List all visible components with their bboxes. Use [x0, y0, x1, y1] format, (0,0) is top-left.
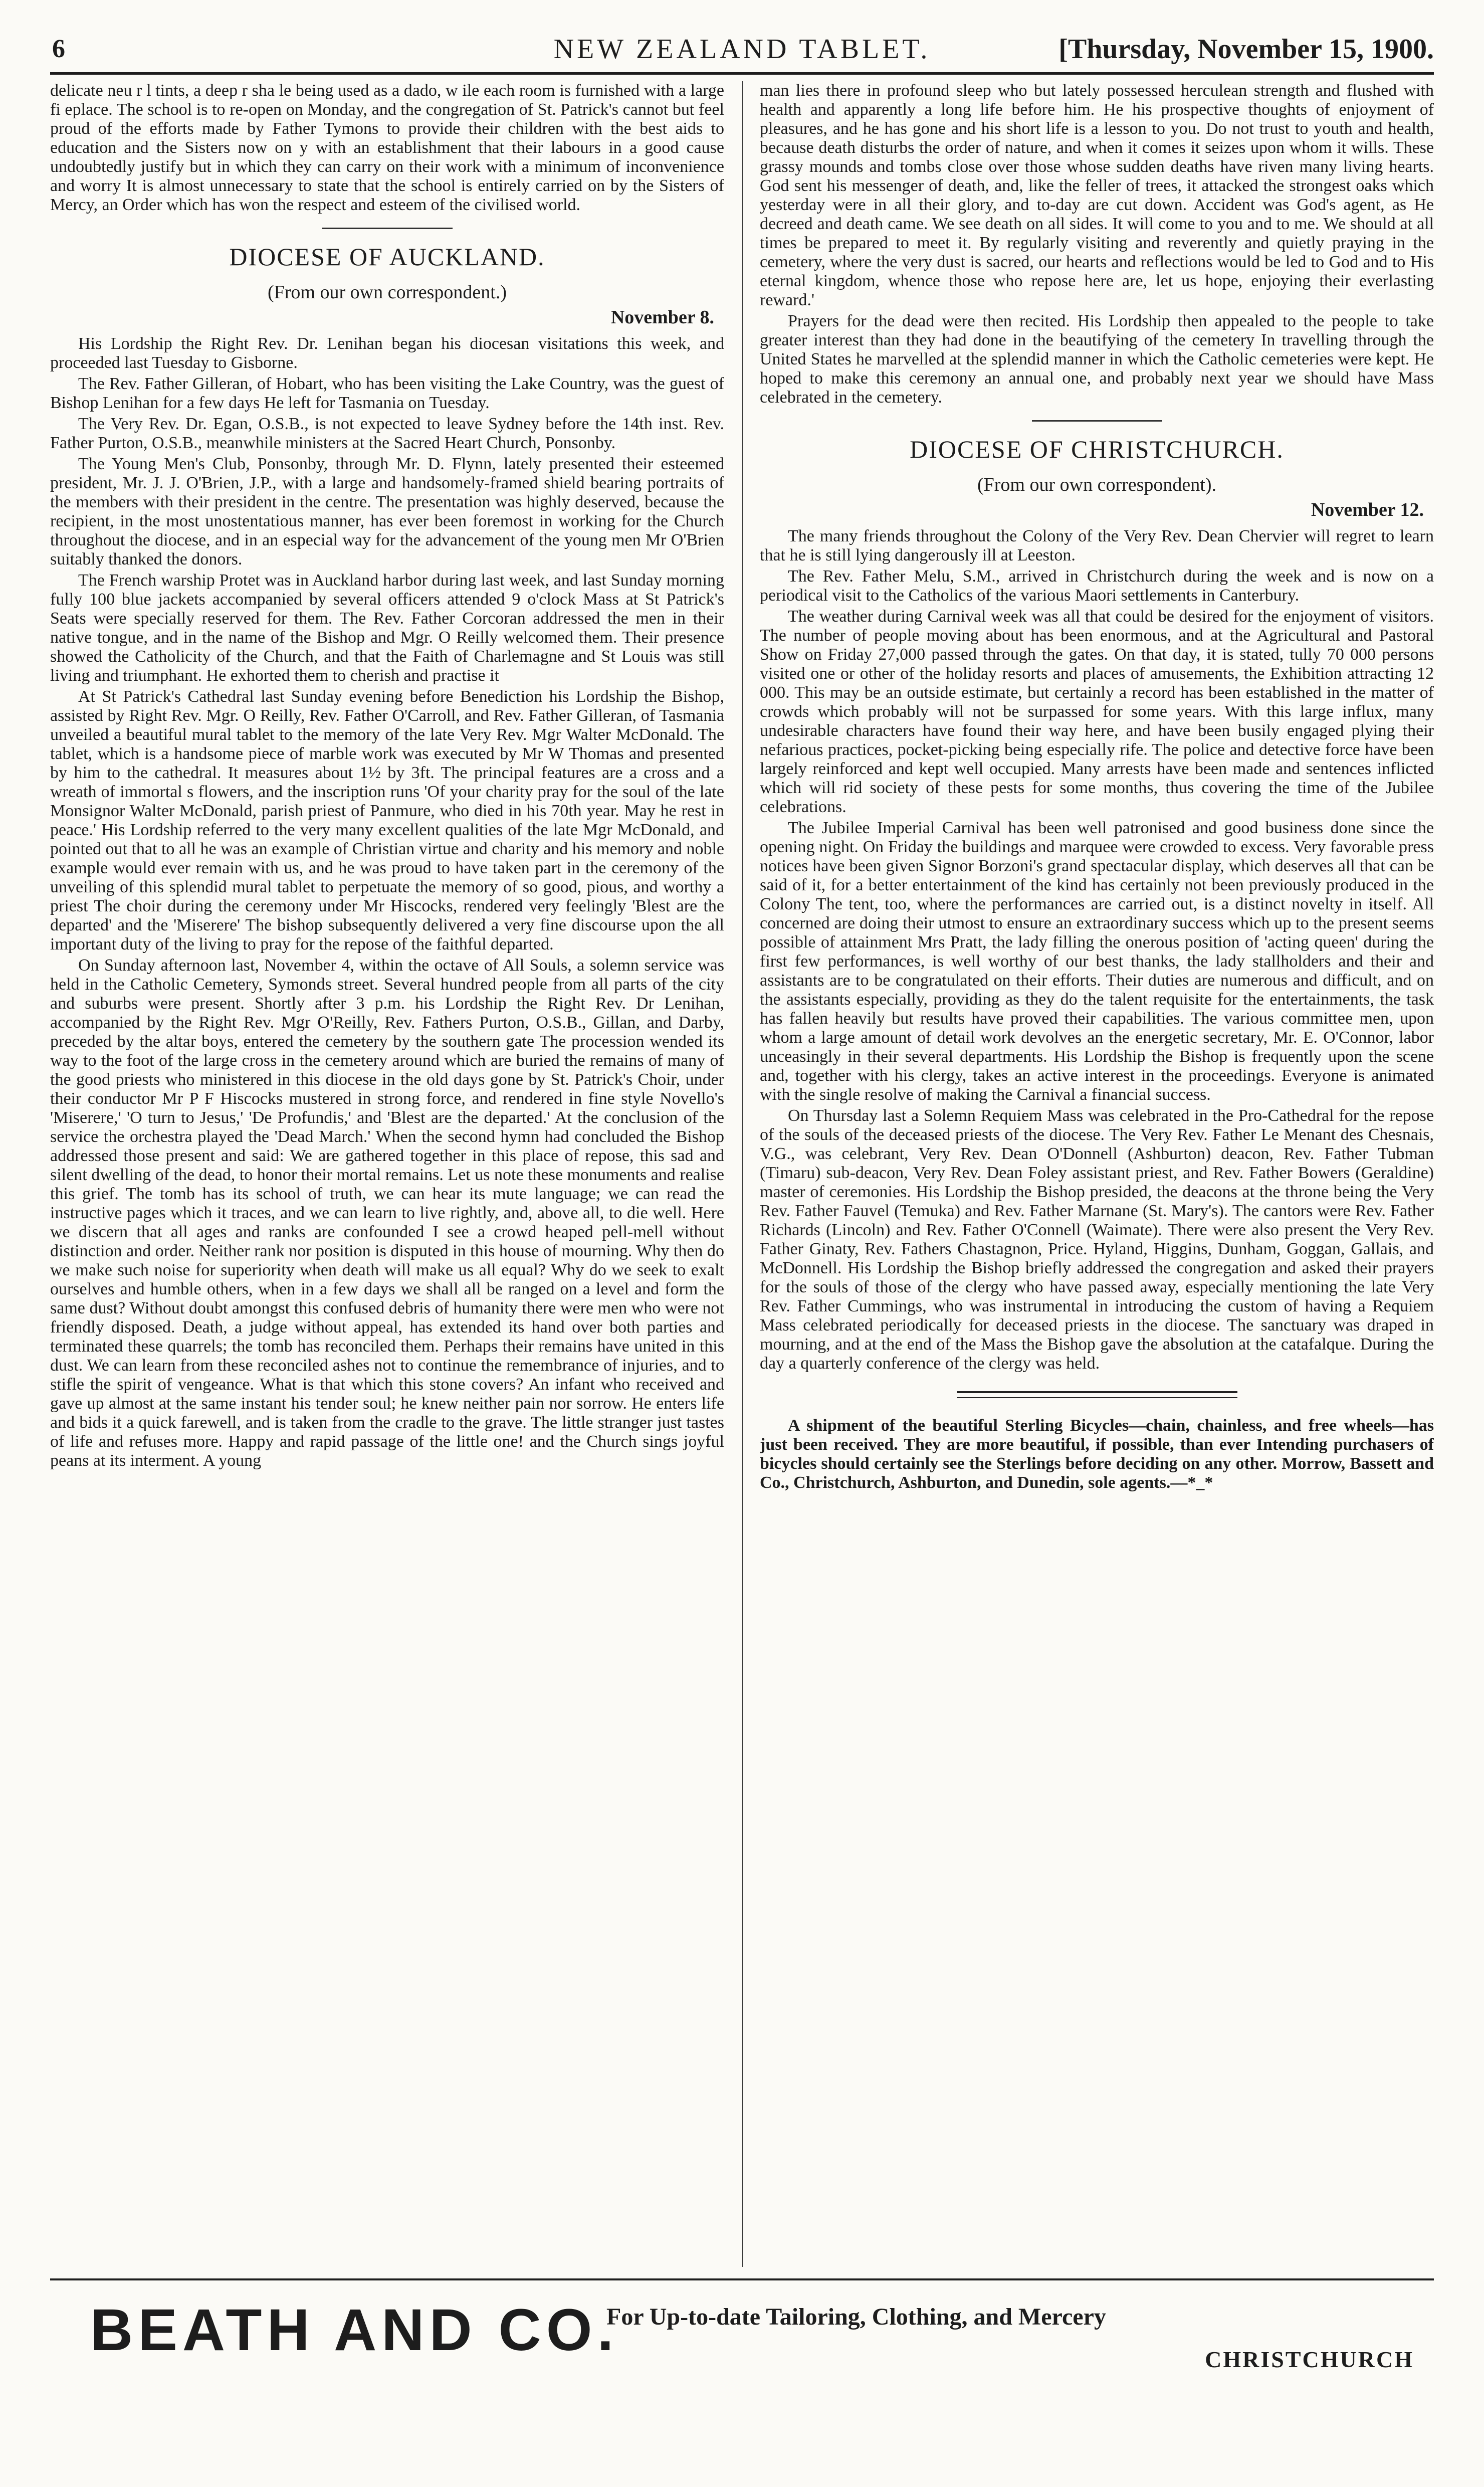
article-paragraph: The weather during Carnival week was all that could be desired for the enjoyment of visitors. The number of people moving about has been enormous, and at the Agricultural and Pastoral Show on Friday 27,000 passed through the gates. On that day, it is stated, tully 70 000 persons visited one or other of the holiday resorts and places of amusements, the Exhibition attracting 12 000. This may be an outside estimate, but certainly a record has been established in the matter of crowds which probably will not be surpassed for some years. With this large influx, many undesirable characters have found their way here, and have been busily engaged plying their nefarious practices, pocket-picking being especially rife. The police and detective force have been largely reinforced and kept well occupied. Many arrests have been made and sentences inflicted which will rid society of these pests for some months, thus covering the time of the Jubilee celebrations. [760, 607, 1434, 816]
article-paragraph: The Rev. Father Melu, S.M., arrived in Christchurch during the week and is now on a periodical visit to the Catholics of the various Maori settlements in Canterbury. [760, 567, 1434, 605]
article-paragraph: The French warship Protet was in Auckland harbor during last week, and last Sunday morning fully 100 blue jackets accompanied by several officers attended 9 o'clock Mass at St Patrick's Seats were specially reserved for them. The Rev. Father Corcoran addressed the men in their native tongue, and in the name of the Bishop and Mgr. O Reilly welcomed them. Their presence showed the Catholicity of the Church, and that the Faith of Charlemagne and St Louis was still living and triumphant. He exhorted them to cherish and practise it [50, 571, 724, 685]
page-number: 6 [52, 35, 65, 63]
firm-city: CHRISTCHURCH [1205, 2347, 1414, 2372]
column-rule [742, 81, 743, 2267]
section-heading-auckland: DIOCESE OF AUCKLAND. [229, 243, 545, 271]
section-divider [322, 228, 453, 229]
publication-title: NEW ZEALAND TABLET. [553, 34, 931, 65]
article-paragraph: The Jubilee Imperial Carnival has been well patronised and good business done since the opening night. On Friday the buildings and marquee were crowded to excess. Very favorable press notices have been given Signor Borzoni's grand spectacular display, which deserves all that can be said of it, for a better entertainment of the kind has certainly not been previously produced in the Colony The tent, too, where the performances are carried out, is a distinct novelty in itself. All concerned are doing their utmost to ensure an extraordinary success which up to the present seems possible of attainment Mrs Pratt, the lady filling the onerous position of 'acting queen' during the first few performances, is well worthy of our best thanks, the lady stallholders and their and assistants are to be congratulated on their efforts. Their duties are numerous and difficult, and on the assistants especially, providing as they do the talent requisite for the entertainments, the task has fallen heavily but results have proved their capabilities. The various committee men, upon whom a large amount of detail work devolves an the energetic secretary, Mr. E. O'Connor, labor unceasingly in their several departments. His Lordship the Bishop is frequently upon the scene and, together with his clergy, takes an active interest in the proceedings. Everyone is animated with the single resolve of making the Carnival a financial success. [760, 819, 1434, 1104]
article-paragraph: On Thursday last a Solemn Requiem Mass was celebrated in the Pro-Cathedral for the repose of the souls of the deceased priests of the diocese. The Very Rev. Father Le Menant des Chesnais, V.G., was celebrant, Very Rev. Dean O'Donnell (Ashburton) deacon, Rev. Father Tubman (Timaru) sub-deacon, Very Rev. Dean Foley assistant priest, and Rev. Father Bowers (Geraldine) master of ceremonies. His Lordship the Bishop presided, the deacons at the throne being the Very Rev. Father Fauvel (Temuka) and Rev. Father Marnane (St. Mary's). The cantors were Rev. Father Richards (Lincoln) and Rev. Father O'Connell (Waimate). There were also present the Very Rev. Father Ginaty, Rev. Fathers Chastagnon, Price. Hyland, Higgins, Dunham, Goggan, Gallais, and McDonnell. His Lordship the Bishop briefly addressed the congregation and asked their prayers for the souls of those of the clergy who have passed away, especially mentioning the late Very Rev. Father Cummings, who was instrumental in introducing the custom of having a Requiem Mass celebrated periodically for deceased priests in the diocese. The sanctuary was draped in mourning, and at the end of the Mass the Bishop gave the absolution at the catafalque. During the day a quarterly conference of the clergy was held. [760, 1106, 1434, 1373]
correspondent-line: (From our own correspondent.) [267, 282, 507, 303]
article-paragraph: The Very Rev. Dr. Egan, O.S.B., is not expected to leave Sydney before the 14th inst. Rev. Father Purton, O.S.B., meanwhile ministers at the Sacred Heart Church, Ponsonby. [50, 415, 724, 452]
article-paragraph: The many friends throughout the Colony of the Very Rev. Dean Chervier will regret to learn that he is still lying dangerously ill at Leeston. [760, 527, 1434, 564]
advertisement-text: A shipment of the beautiful Sterling Bicycles—chain, chainless, and free wheels—has just been received. They are more beautiful, if possible, than ever Intending purchasers of bicycles should certainly see the Sterlings before deciding on any other. Morrow, Bassett and Co., Christchurch, Ashburton, and Dunedin, sole agents.—*_* [760, 1416, 1434, 1492]
section-heading-christchurch: DIOCESE OF CHRISTCHURCH. [910, 435, 1284, 463]
left-column [50, 81, 724, 2267]
firm-name: BEATH AND CO. [90, 2297, 619, 2363]
continued-paragraph: delicate neu r l tints, a deep r sha le being used as a dado, w ile each room is furnished with a large fi eplace. The school is to re-open on Monday, and the congregation of St. Patrick's cannot but feel proud of the efforts made by Father Tymons to provide their children with the best aids to education and the Sisters now on y with an establishment that their labours in a good cause undoubtedly justify but in which they can carry on their work with a minimum of inconvenience and worry It is almost unnecessary to state that the school is entirely carried on by the Sisters of Mercy, an Order which has won the respect and esteem of the civilised world. [50, 81, 724, 214]
dateline: November 12. [1311, 499, 1424, 520]
article-paragraph: The Young Men's Club, Ponsonby, through Mr. D. Flynn, lately presented their esteemed president, Mr. J. J. O'Brien, J.P., with a large and handsomely-framed shield bearing portraits of the members with their president in the centre. The presentation was highly deserved, because the recipient, in the most unostentatious manner, has ever been foremost in working for the Church throughout the diocese, and in an especial way for the advancement of the young men Mr O'Brien suitably thanked the donors. [50, 455, 724, 568]
article-paragraph: His Lordship the Right Rev. Dr. Lenihan began his diocesan visitations this week, and proceeded last Tuesday to Gisborne. [50, 334, 724, 372]
correspondent-line: (From our own correspondent). [977, 474, 1216, 495]
article-paragraph: The Rev. Father Gilleran, of Hobart, who has been visiting the Lake Country, was the guest of Bishop Lenihan for a few days He left for Tasmania on Tuesday. [50, 374, 724, 412]
bicycle-advertisement [760, 1416, 1434, 1492]
section-divider [1032, 420, 1162, 422]
dateline: November 8. [610, 307, 714, 328]
right-column [760, 81, 1434, 2267]
masthead [50, 30, 1434, 75]
article-paragraph: At St Patrick's Cathedral last Sunday evening before Benediction his Lordship the Bishop, assisted by Right Rev. Mgr. O Reilly, Rev. Father O'Carroll, and Rev. Father Gilleran, of Tasmania unveiled a beautiful mural tablet to the memory of the late Very Rev. Mgr Walter McDonald. The tablet, which is a handsome piece of marble work was executed by Mr W Thomas and presented by him to the cathedral. It measures about 1½ by 3ft. The principal features are a cross and a wreath of immortal s flowers, and the inscription runs 'Of your charity pray for the soul of the late Monsignor Walter McDonald, parish priest of Panmure, who died in his 70th year. May he rest in peace.' His Lordship referred to the very many excellent qualities of the late Mgr McDonald, and pointed out that to all he was an example of Christian virtue and charity and his memory and noble example would ever remain with us, and he was proud to have taken part in the ceremony of the unveiling of this splendid mural tablet to perpetuate the memory of so good, pious, and worthy a priest The choir during the ceremony under Mr Hiscocks, rendered very feelingly 'Blest are the departed' and the 'Miserere' The bishop subsequently delivered a very fine discourse upon the all important duty of the living to pray for the repose of the faithful departed. [50, 687, 724, 953]
issue-date: [Thursday, November 15, 1900. [1058, 34, 1434, 65]
firm-tagline: For Up-to-date Tailoring, Clothing, and Mercery [606, 2304, 1106, 2330]
advertisement-divider [957, 1391, 1237, 1398]
footer-advertisement [50, 2291, 1434, 2411]
article-paragraph: Prayers for the dead were then recited. His Lordship then appealed to the people to take greater interest than they had done in the beautifying of the cemetery In travelling through the United States he marvelled at the splendid manner in which the Catholic cemeteries were kept. He hoped to make this ceremony an annual one, and probably next year we should have Mass celebrated in the cemetery. [760, 312, 1434, 407]
article-paragraph: On Sunday afternoon last, November 4, within the octave of All Souls, a solemn service was held in the Catholic Cemetery, Symonds street. Several hundred people from all parts of the city and suburbs were present. Shortly after 3 p.m. his Lordship the Right Rev. Dr Lenihan, accompanied by the Right Rev. Mgr O'Reilly, Rev. Fathers Purton, O.S.B., Gillan, and Darby, preceded by the altar boys, entered the cemetery by the southern gate The procession wended its way to the foot of the large cross in the cemetery around which are buried the remains of many of the good priests who ministered in this diocese in the old days gone by St. Patrick's Choir, under their conductor Mr P F Hiscocks mustered in strong force, and rendered in fine style Novello's 'Miserere,' 'O turn to Jesus,' 'De Profundis,' and 'Blest are the departed.' At the conclusion of the service the orchestra played the 'Dead March.' When the second hymn had concluded the Bishop addressed those present and said: We are gathered together in this place of repose, this sad and silent dwelling of the dead, to honor their mortal remains. Let us note these monuments and realise this grief. The tomb has its school of truth, we can hear its mute language; we can read the instructive pages which it traces, and we can learn to live rightly, and, above all, to die well. Here we discern that all ages and ranks are confounded I see a crowd heaped pell-mell without distinction and order. Neither rank nor position is disputed in this house of mourning. Why then do we make such noise for superiority when death will make us all equal? Why do we seek to exalt ourselves and humble others, when in a few days we shall all be ranged on a level and form the same dust? Without doubt amongst this confused debris of humanity there were men who were not friendly disposed. Death, a judge without appeal, has extended its hand over both parties and terminated these quarrels; the tomb has reconciled them. Perhaps their remains have united in this dust. We can learn from these reconciled ashes not to continue the remembrance of injuries, and to stifle the spirit of vengeance. What is that which this stone covers? An infant who received and gave up almost at the same instant his tender soul; he knew neither pain nor sorrow. He enters life and bids it a quick farewell, and is taken from the cradle to the grave. The little stranger just tastes of life and refuses more. Happy and rapid passage of the little one! and the Church sings joyful peans at its interment. A young [50, 956, 724, 1470]
columns [50, 81, 1434, 2267]
continued-paragraph: man lies there in profound sleep who but lately possessed herculean strength and flushed with health and apparently a long life before him. He his prospective thoughts of enjoyment of pleasures, and he has gone and his short life is a lesson to you. Do not trust to youth and health, because death disturbs the order of nature, and when it comes it seizes upon whom it wills. These grassy mounds and tombs close over those whose sudden deaths have riven many living hearts. God sent his messenger of death, and, like the feller of trees, it attacked the strongest oaks which yesterday were in all their glory, and to-day are cut down. Accident was God's agent, as He decreed and death came. We see death on all sides. It will come to you and to me. We should at all times be prepared to meet it. By regularly visiting and reverently and quietly praying in the cemetery, where the very dust is sacred, our hearts and reflections would be led to God and to His eternal kingdom, whence those who repose here are, let us hope, enjoying their everlasting reward.' [760, 81, 1434, 309]
footer-rule [50, 2278, 1434, 2280]
